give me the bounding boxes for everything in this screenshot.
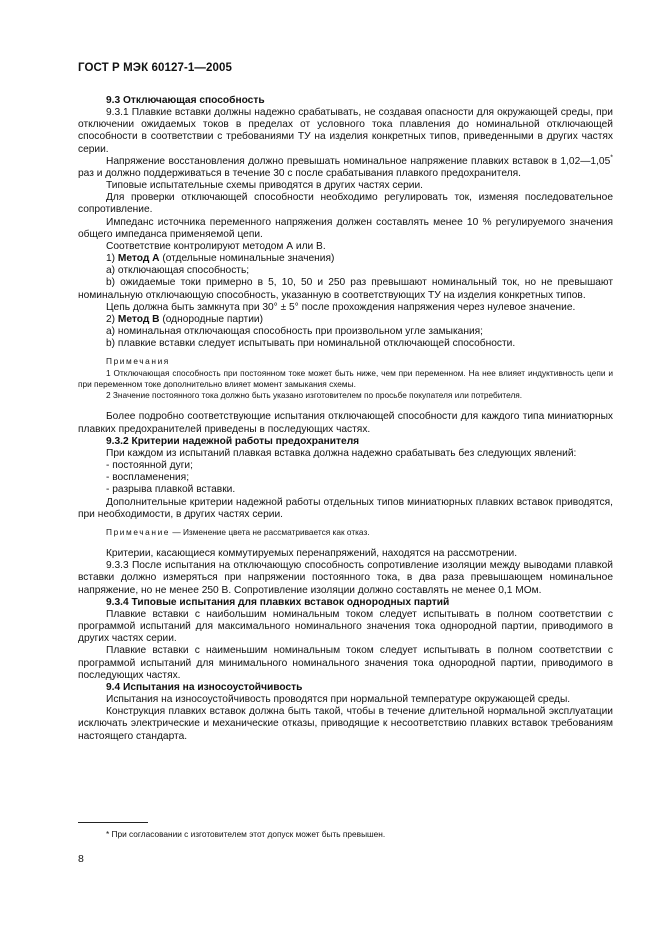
method-b-heading	[78, 314, 613, 326]
section-heading-9-3-4: 9.3.4 Типовые испытания для плавких вставок однородных партий	[106, 596, 450, 608]
paragraph: Импеданс источника переменного напряжения должен составлять менее 10 % регулируемого значения общего импеданса применяемой цепи.	[78, 216, 613, 240]
paragraph: Конструкция плавких вставок должна быть такой, чтобы в течение длительной нормальной эксплуатации исключать электрические и механические отказы, приводящие к несоответствию плавких вставок требованиям настоящего стандарта.	[78, 706, 613, 742]
section-heading-9-4: 9.4 Испытания на износоустойчивость	[106, 681, 303, 693]
paragraph: Плавкие вставки с наибольшим номинальным током следует испытывать в полном соответствии с программой испытаний для максимального номинального значения тока однородной партии, приводимого в других частях серии.	[78, 608, 613, 645]
paragraph: Плавкие вставки с наименьшим номинальным током следует испытывать в полном соответствии с программой испытаний для минимального номинального значения тока однородной партии, приводимого в последующих частях.	[78, 645, 613, 681]
method-title: Метод В	[117, 313, 160, 325]
page-content	[78, 95, 613, 743]
paragraph: 9.3.1 Плавкие вставки должны надежно срабатывать, не создавая опасности для окружающей среды, при отключении ожидаемых токов в пределах от условного тока плавления до номинальной отключающей способности в соответствии с требованиями ТУ на изделия конкретных типов, приведенными в других частях серии.	[78, 107, 613, 155]
note-text: — Изменение цвета не рассматривается как отказ.	[170, 526, 370, 537]
list-item: а) отключающая способность;	[106, 265, 250, 277]
notes-title: Примечания	[106, 356, 170, 367]
footnote-divider	[78, 822, 148, 823]
paragraph: 9.3.3 После испытания на отключающую способность сопротивление изоляции между выводами плавкой вставки должно измеряться при напряжении постоянного тока, в два раза превышающем номинальное напряжение, но не менее 250 В. Сопротивление изоляции должно составлять не менее 0,1 МОм.	[78, 560, 613, 596]
footnote: * При согласовании с изготовителем этот допуск может быть превышен.	[106, 829, 386, 839]
note-2: 2 Значение постоянного тока должно быть указано изготовителем по просьбе покупателя или потребителя.	[106, 390, 523, 401]
text: раз и должно поддерживаться в течение 30 с после срабатывания плавкого предохранителя.	[78, 167, 521, 179]
paragraph: Дополнительные критерии надежной работы отдельных типов миниатюрных плавких вставок приводятся, при необходимости, в других частях серии.	[78, 496, 613, 520]
list-item: - воспламенения;	[106, 472, 190, 484]
section-heading-9-3: 9.3 Отключающая способность	[106, 95, 265, 106]
method-a-heading	[78, 253, 613, 265]
list-item: а) номинальная отключающая способность при произвольном угле замыкания;	[106, 325, 484, 337]
list-number: 2)	[106, 313, 118, 325]
paragraph: Более подробно соответствующие испытания отключающей способности для каждого типа миниатюрных плавких предохранителей приведены в последующих частях.	[78, 411, 613, 435]
text: Напряжение восстановления должно превышать номинальное напряжение плавких вставок в 1,02—1,05	[106, 155, 611, 167]
footnote-marker: *	[610, 154, 613, 162]
list-number: 1)	[106, 253, 118, 265]
method-title: Метод А	[117, 253, 160, 265]
page-number: 8	[78, 853, 84, 865]
paragraph: Испытания на износоустойчивость проводятся при нормальной температуре окружающей среды.	[106, 694, 571, 706]
document-header: ГОСТ Р МЭК 60127-1—2005	[78, 62, 232, 74]
note	[78, 527, 613, 538]
paragraph: Критерии, касающиеся коммутируемых перенапряжений, находятся на рассмотрении.	[106, 548, 518, 560]
list-item: - разрыва плавкой вставки.	[106, 484, 236, 496]
text: (однородные партии)	[159, 313, 263, 325]
text: (отдельные номинальные значения)	[159, 253, 335, 265]
list-item: b) ожидаемые токи примерно в 5, 10, 50 и 250 раз превышают номинальный ток, но не превышают номинальную отключающую способность, указанную в соответствующих ТУ на изделия конкретных типов.	[78, 277, 613, 301]
note-1: 1 Отключающая способность при постоянном токе может быть ниже, чем при переменном. На нее влияет индуктивность цепи и при переменном токе дополнительно влияет момент замыкания схемы.	[78, 367, 613, 389]
paragraph: Цепь должна быть замкнута при 30° ± 5° после прохождения напряжения через нулевое значение.	[106, 301, 576, 313]
section-heading-9-3-2: 9.3.2 Критерии надежной работы предохранителя	[106, 435, 360, 447]
note-label: Примечание	[106, 526, 171, 537]
paragraph: При каждом из испытаний плавкая вставка должна надежно срабатывать без следующих явлений:	[106, 447, 577, 459]
list-item: b) плавкие вставки следует испытывать при номинальной отключающей способности.	[106, 338, 516, 350]
paragraph-voltage	[78, 156, 613, 180]
paragraph: Для проверки отключающей способности необходимо регулировать ток, изменяя последовательное сопротивление.	[78, 192, 613, 216]
list-item: - постоянной дуги;	[106, 460, 193, 472]
paragraph: Типовые испытательные схемы приводятся в других частях серии.	[106, 180, 424, 192]
paragraph: Соответствие контролируют методом А или В.	[106, 240, 326, 252]
